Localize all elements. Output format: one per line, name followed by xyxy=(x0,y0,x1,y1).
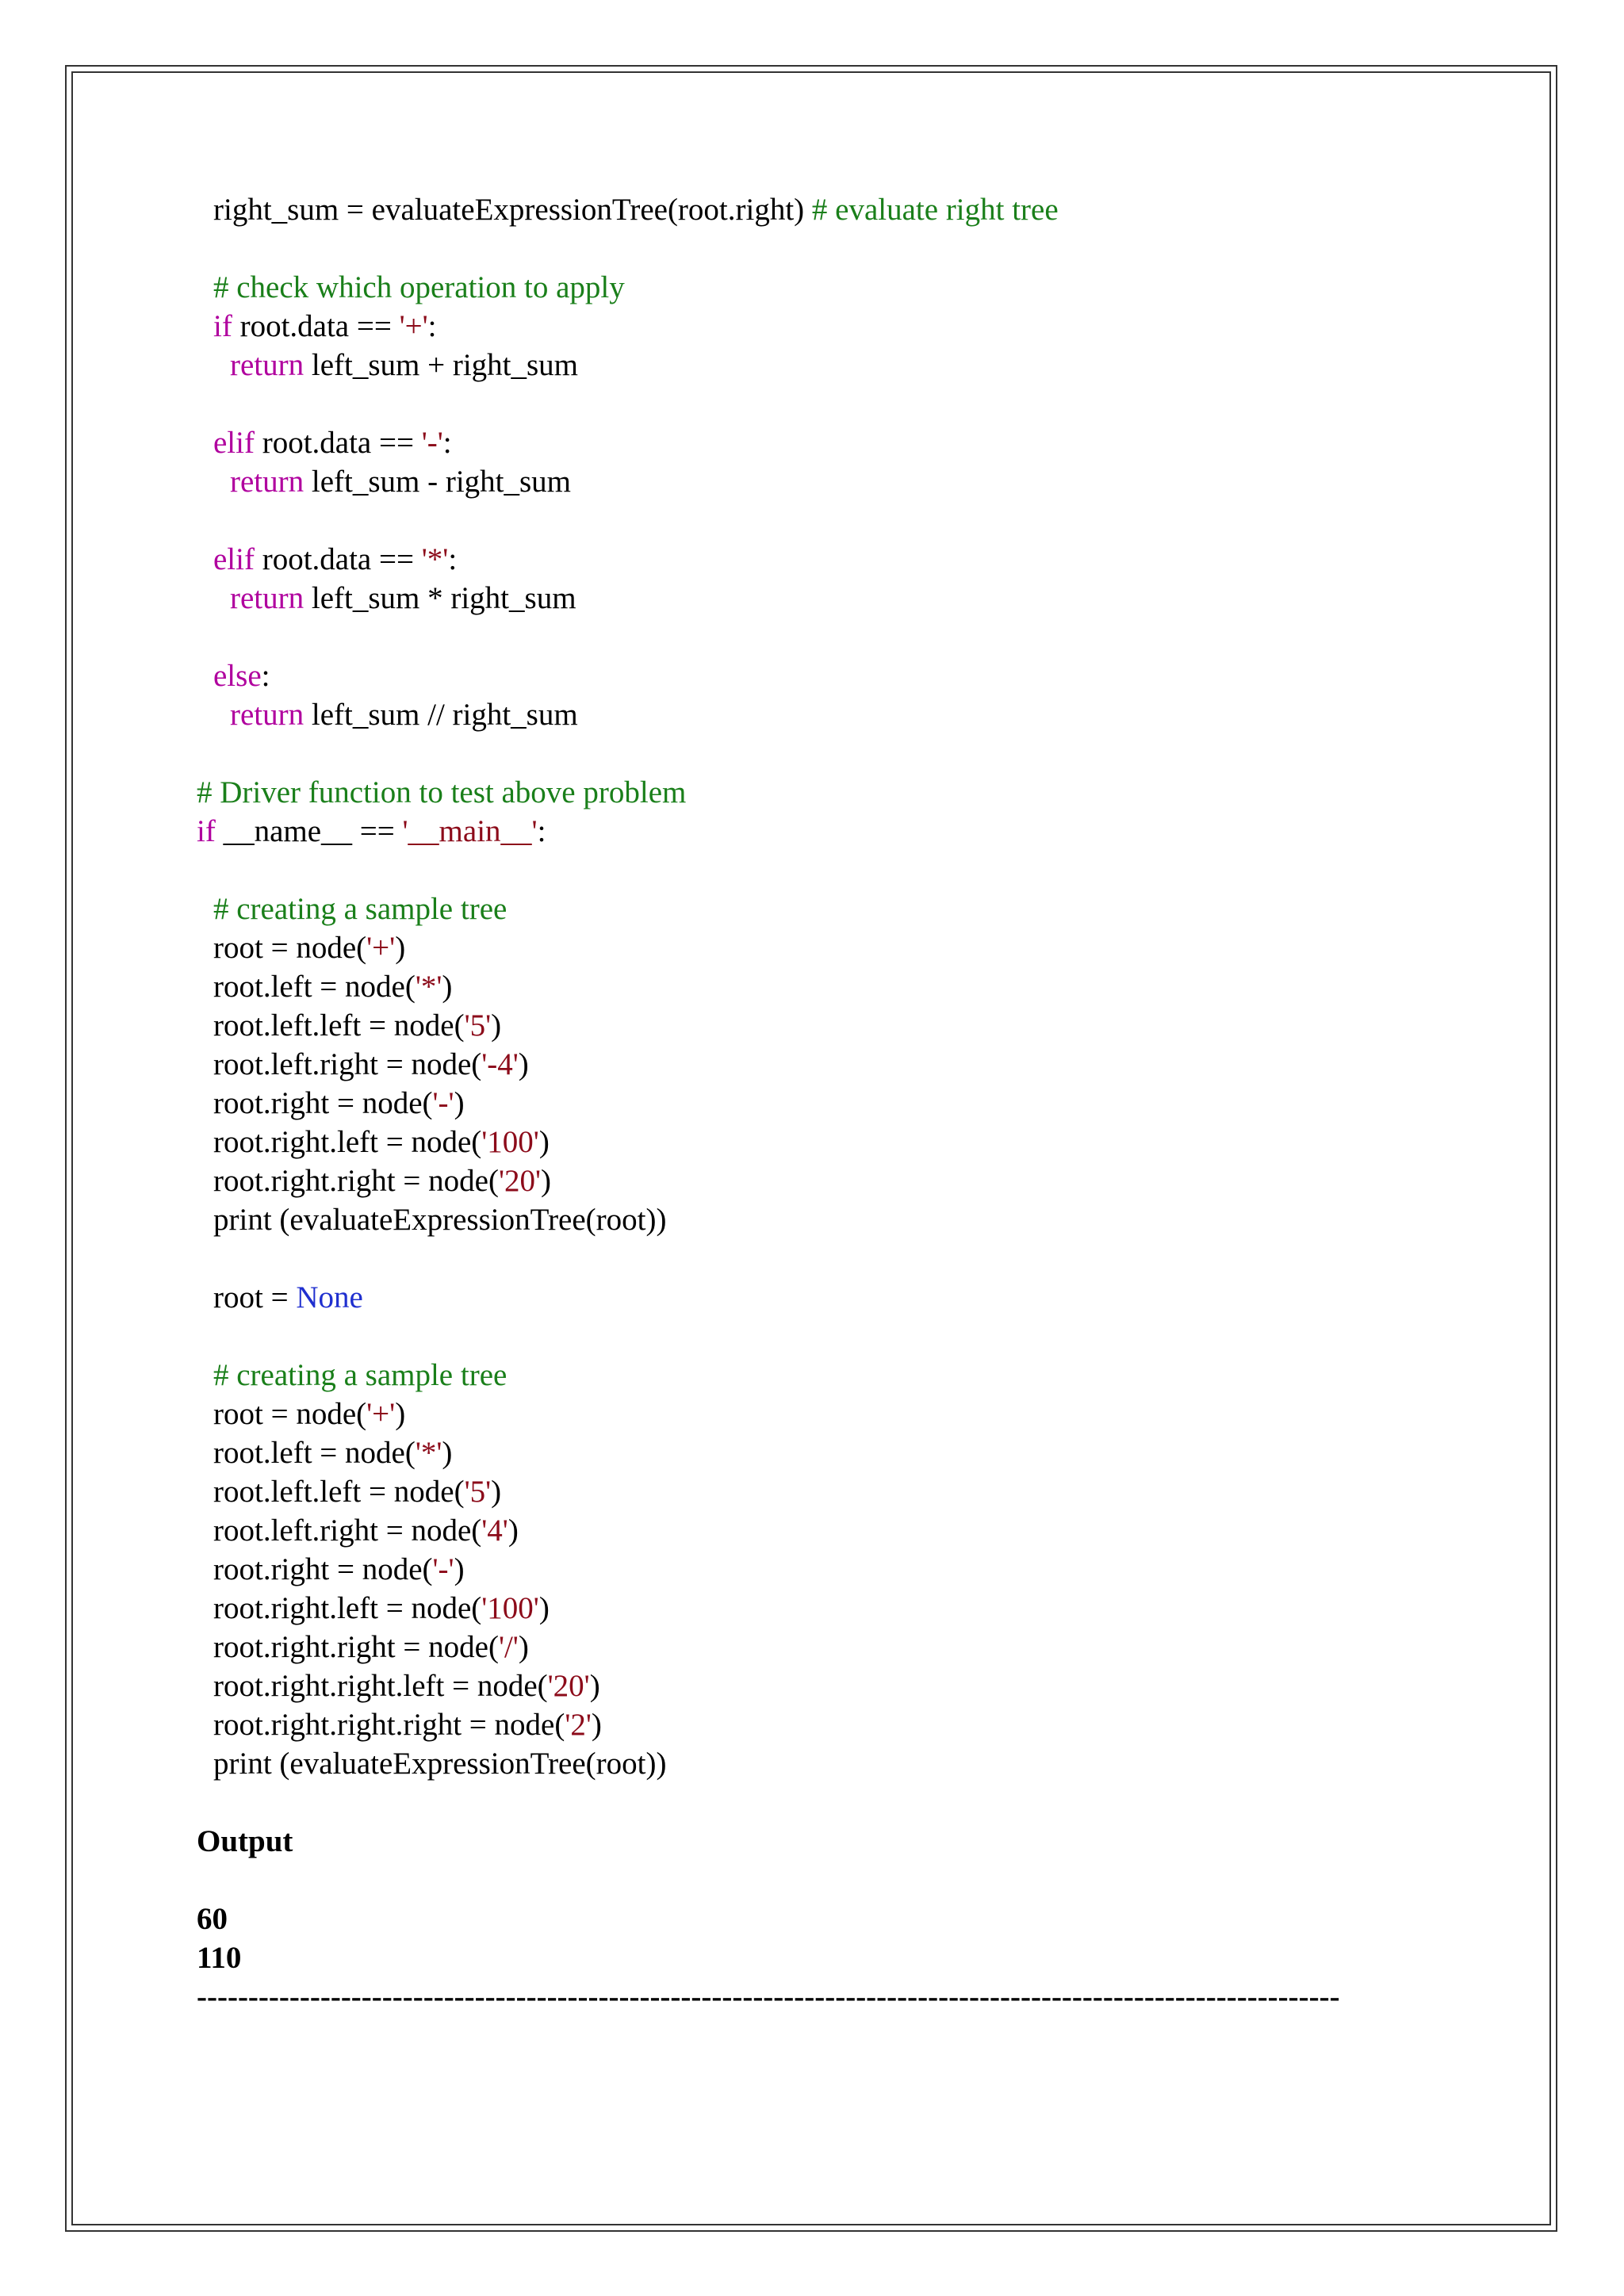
code-line xyxy=(197,1744,1505,1783)
code-line xyxy=(197,1589,1505,1628)
code-token: '2' xyxy=(565,1708,592,1742)
code-token: '*' xyxy=(421,542,449,576)
code-token: : xyxy=(537,814,546,848)
code-token: '+' xyxy=(366,1397,396,1431)
output-value: 60 xyxy=(197,1902,228,1936)
code-line xyxy=(197,812,1505,851)
code-lines xyxy=(197,190,1505,1783)
code-token: '/' xyxy=(498,1630,519,1664)
code-token: right_sum = evaluateExpressionTree(root.right) xyxy=(213,193,812,227)
output-heading: Output xyxy=(197,1824,293,1858)
code-line xyxy=(197,1006,1505,1045)
code-token: # evaluate right tree xyxy=(811,193,1059,227)
code-token: ) xyxy=(491,1008,502,1043)
code-line xyxy=(197,695,1505,734)
code-token: root.right.right = node( xyxy=(213,1630,499,1664)
code-line xyxy=(197,1628,1505,1667)
code-line xyxy=(197,423,1505,462)
code-token: root.right = node( xyxy=(213,1086,433,1120)
code-token: ) xyxy=(395,931,406,965)
code-token: ) xyxy=(442,970,453,1004)
code-token: # creating a sample tree xyxy=(213,892,508,926)
code-token: print (evaluateExpressionTree(root)) xyxy=(213,1747,667,1781)
code-line xyxy=(197,1278,1505,1317)
code-token: return xyxy=(230,698,304,732)
code-token: None xyxy=(296,1280,363,1314)
code-line xyxy=(197,1356,1505,1395)
code-token: root.left = node( xyxy=(213,970,416,1004)
code-token: ) xyxy=(518,1630,529,1664)
code-token: return xyxy=(230,465,304,499)
code-token: '5' xyxy=(464,1008,492,1043)
code-token: : xyxy=(448,542,458,576)
code-token: '4' xyxy=(481,1513,508,1548)
code-line xyxy=(197,307,1505,346)
code-line xyxy=(197,890,1505,928)
code-token: elif xyxy=(213,426,255,460)
code-token: if xyxy=(213,309,232,343)
code-line xyxy=(197,346,1505,385)
code-token: root.left.left = node( xyxy=(213,1475,465,1509)
code-line xyxy=(197,1161,1505,1200)
code-token: ) xyxy=(454,1552,465,1586)
spacer xyxy=(197,1861,1505,1900)
code-token: root = node( xyxy=(213,1397,367,1431)
blank-line xyxy=(197,385,1505,423)
blank-line xyxy=(197,734,1505,773)
code-line xyxy=(197,540,1505,579)
code-token: '100' xyxy=(481,1591,539,1625)
code-line xyxy=(197,1705,1505,1744)
code-token: return xyxy=(230,348,304,382)
code-token: '+' xyxy=(399,309,428,343)
code-token: root.data == xyxy=(254,426,422,460)
code-token: '-4' xyxy=(481,1047,519,1081)
spacer xyxy=(197,1783,1505,1822)
blank-line xyxy=(197,1317,1505,1356)
code-line xyxy=(197,268,1505,307)
code-token: : xyxy=(261,659,270,693)
code-token: ) xyxy=(589,1669,600,1703)
code-line xyxy=(197,1395,1505,1433)
code-line xyxy=(197,967,1505,1006)
code-token: root.left = node( xyxy=(213,1436,416,1470)
code-line xyxy=(197,1200,1505,1239)
code-token: '*' xyxy=(415,1436,442,1470)
code-line xyxy=(197,1472,1505,1511)
code-token: left_sum + right_sum xyxy=(304,348,579,382)
code-token: '5' xyxy=(464,1475,492,1509)
code-line xyxy=(197,773,1505,812)
code-line xyxy=(197,1123,1505,1161)
code-token: # Driver function to test above problem xyxy=(197,775,687,809)
code-token: print (evaluateExpressionTree(root)) xyxy=(213,1203,667,1237)
blank-line xyxy=(197,1239,1505,1278)
code-token: root.right.right.right = node( xyxy=(213,1708,565,1742)
code-token: '-' xyxy=(432,1552,454,1586)
code-token: ) xyxy=(491,1475,502,1509)
code-line xyxy=(197,1511,1505,1550)
code-token: ) xyxy=(442,1436,453,1470)
code-token: root.data == xyxy=(232,309,400,343)
code-line xyxy=(197,928,1505,967)
code-token: '+' xyxy=(366,931,396,965)
code-token: root.right.left = node( xyxy=(213,1591,482,1625)
code-token: ) xyxy=(591,1708,602,1742)
code-token: return xyxy=(230,581,304,615)
code-token: root = node( xyxy=(213,931,367,965)
code-line xyxy=(197,1667,1505,1705)
blank-line xyxy=(197,229,1505,268)
code-token: root.data == xyxy=(254,542,422,576)
code-token: elif xyxy=(213,542,255,576)
code-token: : xyxy=(427,309,437,343)
code-token: root.left.right = node( xyxy=(213,1513,482,1548)
code-line xyxy=(197,656,1505,695)
code-listing xyxy=(197,190,1505,2016)
code-token: root.right.left = node( xyxy=(213,1125,482,1159)
code-token: root.left.left = node( xyxy=(213,1008,465,1043)
separator-line: --------------------------------------------------------------------------------------------------------------- xyxy=(197,1980,1340,2014)
code-token: root = xyxy=(213,1280,297,1314)
code-token: root.right = node( xyxy=(213,1552,433,1586)
code-token: if xyxy=(197,814,216,848)
code-token: '20' xyxy=(547,1669,590,1703)
code-token: ) xyxy=(395,1397,406,1431)
code-token: else xyxy=(213,659,262,693)
output-value: 110 xyxy=(197,1941,242,1975)
code-line xyxy=(197,579,1505,618)
blank-line xyxy=(197,618,1505,656)
code-token: __name__ == xyxy=(215,814,403,848)
code-token: root.left.right = node( xyxy=(213,1047,482,1081)
code-token: '100' xyxy=(481,1125,539,1159)
code-token: '__main__' xyxy=(402,814,538,848)
code-token: '20' xyxy=(498,1164,541,1198)
code-token: left_sum * right_sum xyxy=(304,581,576,615)
code-token: root.right.right.left = node( xyxy=(213,1669,548,1703)
code-token: ) xyxy=(538,1125,550,1159)
code-token: '-' xyxy=(432,1086,454,1120)
blank-line xyxy=(197,851,1505,890)
code-token: root.right.right = node( xyxy=(213,1164,499,1198)
code-line xyxy=(197,462,1505,501)
code-token: left_sum // right_sum xyxy=(304,698,578,732)
code-token: '-' xyxy=(421,426,443,460)
blank-line xyxy=(197,501,1505,540)
code-token: # creating a sample tree xyxy=(213,1358,508,1392)
code-token: # check which operation to apply xyxy=(213,270,625,304)
code-line xyxy=(197,1045,1505,1084)
code-token: left_sum - right_sum xyxy=(304,465,572,499)
code-token: ) xyxy=(508,1513,519,1548)
code-token: ) xyxy=(454,1086,465,1120)
code-line xyxy=(197,190,1505,229)
code-token: ) xyxy=(538,1591,550,1625)
code-token: '*' xyxy=(415,970,442,1004)
code-token: ) xyxy=(541,1164,551,1198)
code-line xyxy=(197,1084,1505,1123)
code-token: : xyxy=(442,426,452,460)
code-token: ) xyxy=(518,1047,529,1081)
code-line xyxy=(197,1433,1505,1472)
code-line xyxy=(197,1550,1505,1589)
